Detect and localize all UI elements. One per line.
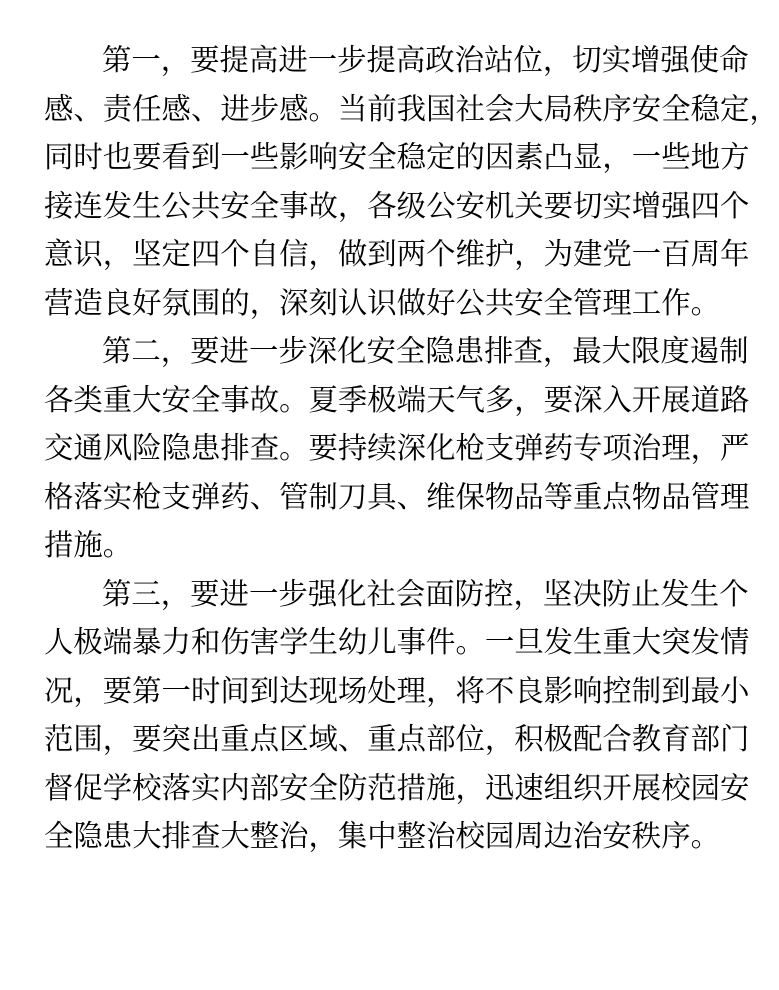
paragraph-line: 营造良好氛围的，深刻认识做好公共安全管理工作。 [44, 285, 720, 320]
paragraph-line: 交通风险隐患排查。要持续深化枪支弹药专项治理，严 [44, 431, 750, 465]
paragraph-line: 措施。 [44, 528, 133, 562]
paragraph-line: 第一，要提高进一步提高政治站位，切实增强使命 [102, 43, 749, 77]
paragraph-line: 意识，坚定四个自信，做到两个维护，为建党一百周年 [44, 237, 750, 271]
paragraph-line: 况，要第一时间到达现场处理，将不良影响控制到最小 [44, 673, 750, 708]
paragraph-line: 第二，要进一步深化安全隐患排查，最大限度遏制 [102, 334, 749, 368]
paragraph-line: 范围，要突出重点区域、重点部位，积极配合教育部门 [44, 722, 750, 756]
paragraph-line: 第三，要进一步强化社会面防控，坚决防止发生个 [102, 576, 749, 611]
paragraph-line: 全隐患大排查大整治，集中整治校园周边治安秩序。 [44, 819, 720, 853]
paragraph-first [44, 36, 779, 327]
paragraph-line: 同时也要看到一些影响安全稳定的因素凸显，一些地方 [44, 140, 750, 174]
paragraph-line: 接连发生公共安全事故，各级公安机关要切实增强四个 [44, 188, 750, 223]
paragraph-line: 督促学校落实内部安全防范措施，迅速组织开展校园安 [44, 770, 750, 805]
paragraph-line: 感、责任感、进步感。当前我国社会大局秩序安全稳定， [44, 91, 779, 126]
paragraph-line: 格落实枪支弹药、管制刀具、维保物品等重点物品管理 [44, 479, 750, 514]
paragraph-second [44, 327, 750, 570]
paragraph-third [44, 570, 750, 861]
paragraph-line: 各类重大安全事故。夏季极端天气多，要深入开展道路 [44, 382, 750, 417]
paragraph-line: 人极端暴力和伤害学生幼儿事件。一旦发生重大突发情 [44, 625, 750, 659]
